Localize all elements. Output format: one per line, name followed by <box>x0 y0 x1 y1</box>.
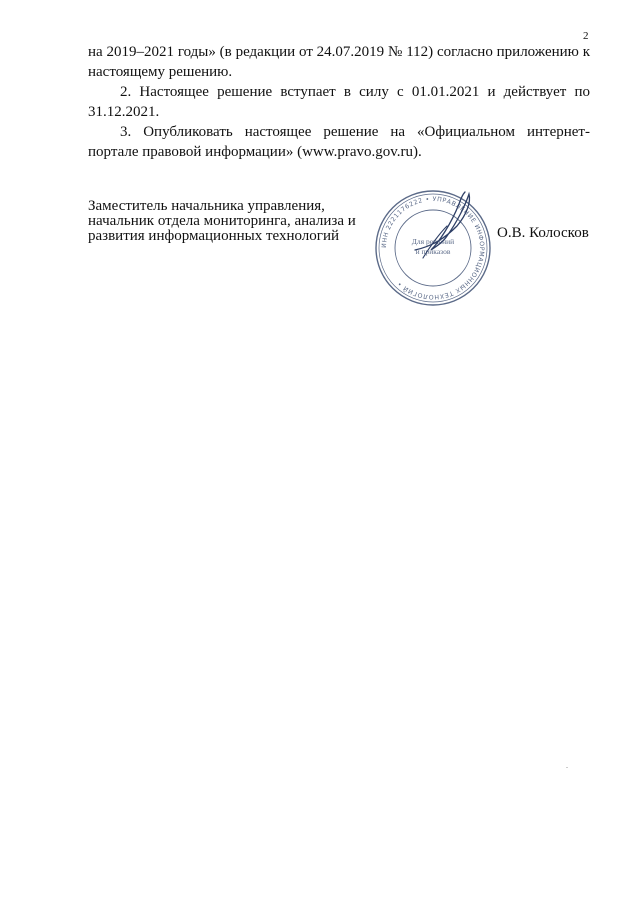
signer-title-line: начальник отдела мониторинга, анализа и <box>88 213 356 229</box>
seal-center-text-line-1: Для решений <box>411 237 455 246</box>
scan-artifact <box>566 767 568 768</box>
official-seal-stamp <box>373 188 493 308</box>
seal-center-text-line-2: и приказов <box>415 247 451 256</box>
paragraph-continuation: на 2019–2021 годы» (в редакции от 24.07.2019 № 112) согласно приложению к настоящему решению. <box>88 44 590 80</box>
seal-graphic <box>373 188 493 308</box>
page-number: 2 <box>583 30 589 42</box>
paragraph-item-3: 3. Опубликовать настоящее решение на «Официальном интернет-портале правовой информации» (www.pravo.gov.ru). <box>88 124 590 160</box>
seal-ring-text-path: ИНН 2221176222 • УПРАВЛЕНИЕ ИНФОРМАЦИОННЫХ ТЕХНОЛОГИЙ • <box>380 195 486 301</box>
signer-name: О.В. Колосков <box>497 225 589 241</box>
paragraph-item-2: 2. Настоящее решение вступает в силу с 01.01.2021 и действует по 31.12.2021. <box>88 84 590 120</box>
document-body <box>88 42 590 162</box>
signer-title-line: Заместитель начальника управления, <box>88 198 325 214</box>
signer-title <box>88 199 356 244</box>
signature-block <box>88 195 608 329</box>
signer-title-line: развития информационных технологий <box>88 228 339 244</box>
